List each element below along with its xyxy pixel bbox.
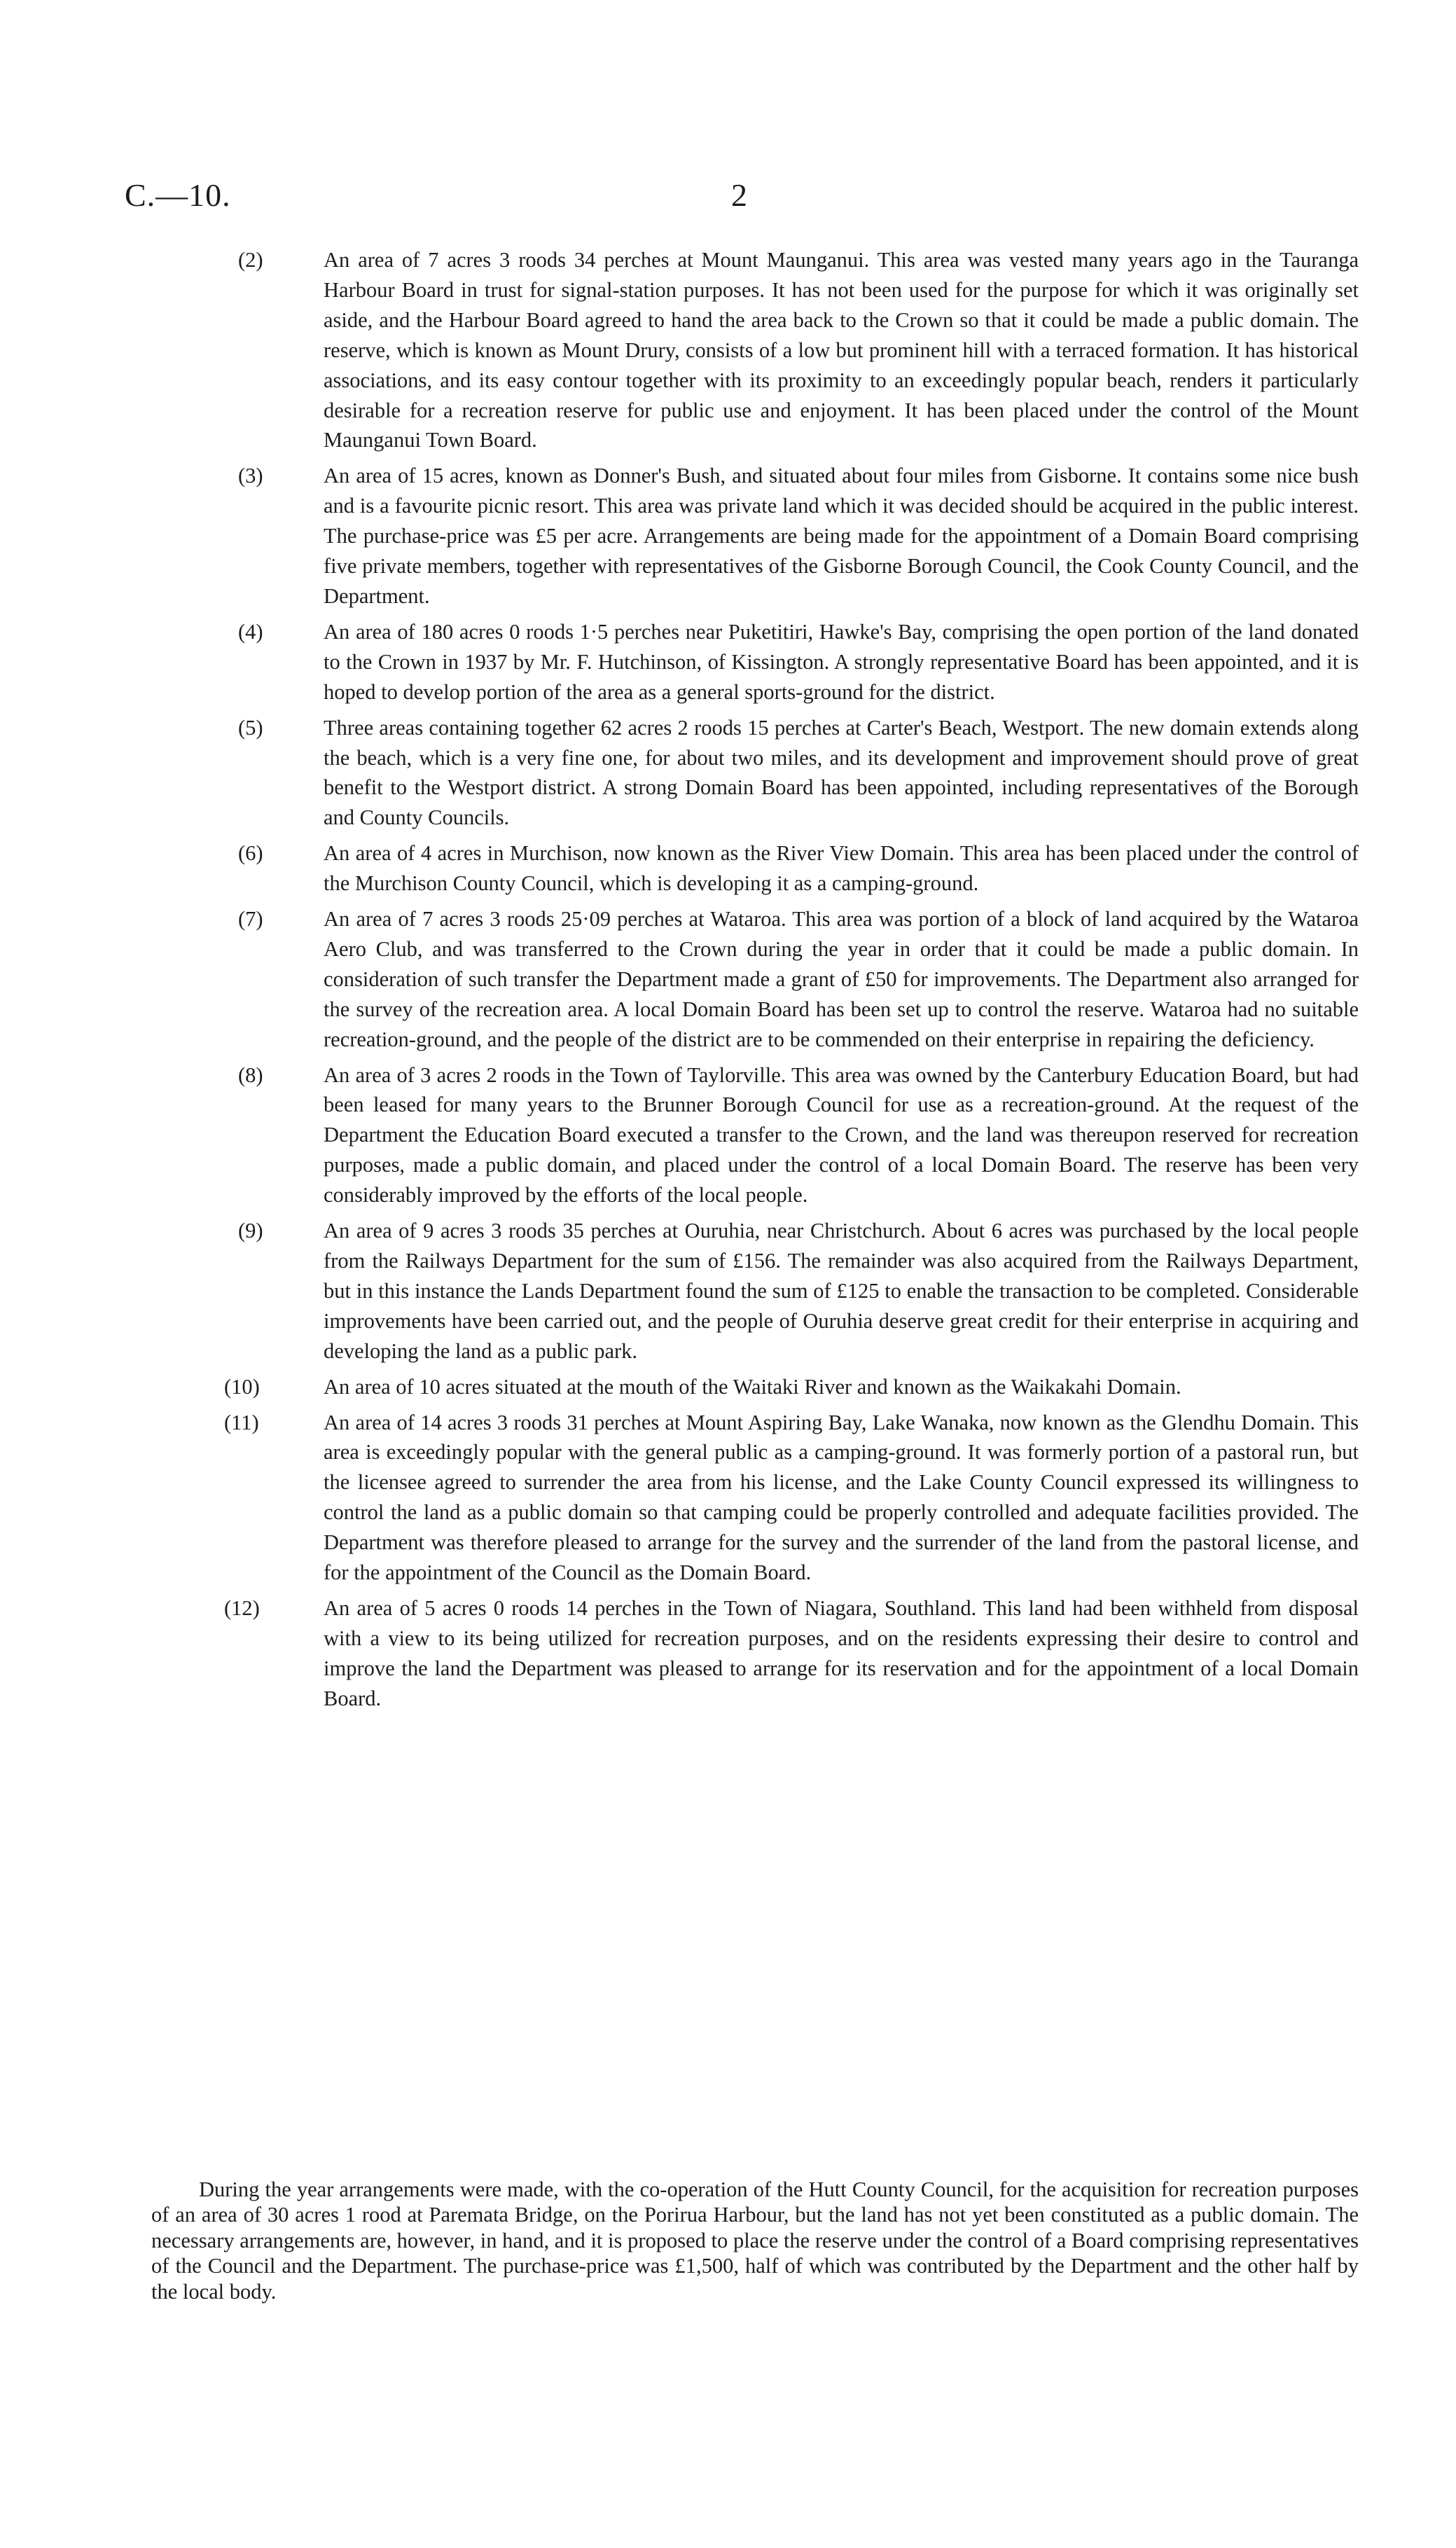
item-text: An area of 10 acres situated at the mouth of the Waitaki River and known as the Waikakahi Domain. [324,1374,1181,1399]
item-number: (8) [238,1062,263,1087]
item-text: Three areas containing together 62 acres 2 roods 15 perches at Carter's Beach, Westport. The new domain extends along the beach, which is a very fine one, for about two miles, and its development and improvement should prove of great benefit to the Westport district. A strong Domain Board has been appointed, including representatives of the Borough and County Councils. [324,715,1359,830]
list-item-11 [224,1408,1359,1588]
numbered-list [224,245,1359,1719]
item-text: An area of 14 acres 3 roods 31 perches at Mount Aspiring Bay, Lake Wanaka, now known as the Glendhu Domain. This area is exceedingly popular with the general public as a camping-ground. It was formerly portion of a pastoral run, but the licensee agreed to surrender the area from his license, and the Lake County Council expressed its willingness to control the land as a public domain so that camping could be properly controlled and adequate facilities provided. The Department was therefore pleased to arrange for the survey and the surrender of the land from the pastoral license, and for the appointment of the Council as the Domain Board. [324,1410,1359,1585]
list-item-8 [238,1060,1359,1211]
item-text: An area of 7 acres 3 roods 34 perches at Mount Maunganui. This area was vested many years ago in the Tauranga Harbour Board in trust for signal-station purposes. It has not been used for the purpose for which it was originally set aside, and the Harbour Board agreed to hand the area back to the Crown so that it could be made a public domain. The reserve, which is known as Mount Drury, consists of a low but prominent hill with a terraced formation. It has historical associations, and its easy contour together with its proximity to an exceedingly popular beach, renders it particularly desirable for a recreation reserve for public use and enjoyment. It has been placed under the control of the Mount Maunganui Town Board. [324,248,1359,452]
list-item-7 [238,904,1359,1055]
item-number: (6) [238,841,263,866]
list-item-2 [238,245,1359,455]
item-number: (9) [238,1219,263,1243]
item-text: An area of 9 acres 3 roods 35 perches at Ouruhia, near Christchurch. About 6 acres was purchased by the local people from the Railways Department for the sum of £156. The remainder was also acquired from the Railways Department, but in this instance the Lands Department found the sum of £125 to enable the transaction to be completed. Considerable improvements have been carried out, and the people of Ouruhia deserve great credit for their enterprise in acquiring and developing the land as a public park. [324,1219,1359,1363]
item-text: An area of 3 acres 2 roods in the Town of Taylorville. This area was owned by the Canterbury Education Board, but had been leased for many years to the Brunner Borough Council for use as a recreation-ground. At the request of the Department the Education Board executed a transfer to the Crown, and the land was thereupon reserved for recreation purposes, made a public domain, and placed under the control of a local Domain Board. The reserve has been very considerably improved by the efforts of the local people. [324,1062,1359,1207]
item-text: An area of 5 acres 0 roods 14 perches in the Town of Niagara, Southland. This land had been withheld from disposal with a view to its being utilized for recreation purposes, and on the residents expressing their desire to control and improve the land the Department was pleased to arrange for its reservation and for the appointment of a local Domain Board. [324,1595,1359,1710]
page-number: 2 [731,177,747,213]
list-item-5 [238,713,1359,833]
item-number: (11) [224,1410,259,1434]
list-item-4 [238,617,1359,707]
item-number: (7) [238,907,263,932]
item-text: An area of 15 acres, known as Donner's Bush, and situated about four miles from Gisborne. It contains some nice bush and is a favourite picnic resort. This area was private land which it was decided should be acquired in the public interest. The purchase-price was £5 per acre. Arrangements are being made for the appointment of a Domain Board comprising five private members, together with representatives of the Gisborne Borough Council, the Cook County Council, and the Department. [324,464,1359,608]
list-item-9 [238,1216,1359,1366]
item-text: An area of 180 acres 0 roods 1·5 perches near Puketitiri, Hawke's Bay, comprising the open portion of the land donated to the Crown in 1937 by Mr. F. Hutchinson, of Kissington. A strongly representative Board has been appointed, and it is hoped to develop portion of the area as a general sports-ground for the district. [324,619,1359,704]
list-item-10 [224,1372,1359,1402]
list-item-12 [224,1593,1359,1714]
item-text: An area of 4 acres in Murchison, now known as the River View Domain. This area has been placed under the control of the Murchison County Council, which is developing it as a camping-ground. [324,841,1359,896]
item-number: (12) [224,1595,260,1620]
item-number: (3) [238,464,263,488]
closing-paragraph: During the year arrangements were made, with the co-operation of the Hutt County Council, for the acquisition for recreation purposes of an area of 30 acres 1 rood at Paremata Bridge, on the Porirua Harbour, but the land has not yet been constituted as a public domain. The necessary arrangements are, however, in hand, and it is proposed to place the reserve under the control of a Board comprising representatives of the Council and the Department. The purchase-price was £1,500, half of which was contributed by the Department and the other half by the local body. [151,2177,1359,2304]
report-code: C.—10. [125,177,231,213]
list-item-3 [238,461,1359,611]
item-text: An area of 7 acres 3 roods 25·09 perches at Wataroa. This area was portion of a block of land acquired by the Wataroa Aero Club, and was transferred to the Crown during the year in order that it could be made a public domain. In consideration of such transfer the Department made a grant of £50 for improvements. The Department also arranged for the survey of the recreation area. A local Domain Board has been set up to control the reserve. Wataroa had no suitable recreation-ground, and the people of the district are to be commended on their enterprise in repairing the deficiency. [324,907,1359,1051]
item-number: (5) [238,715,263,740]
list-item-6 [238,838,1359,899]
item-number: (10) [224,1374,260,1399]
item-number: (4) [238,619,263,644]
item-number: (2) [238,248,263,272]
